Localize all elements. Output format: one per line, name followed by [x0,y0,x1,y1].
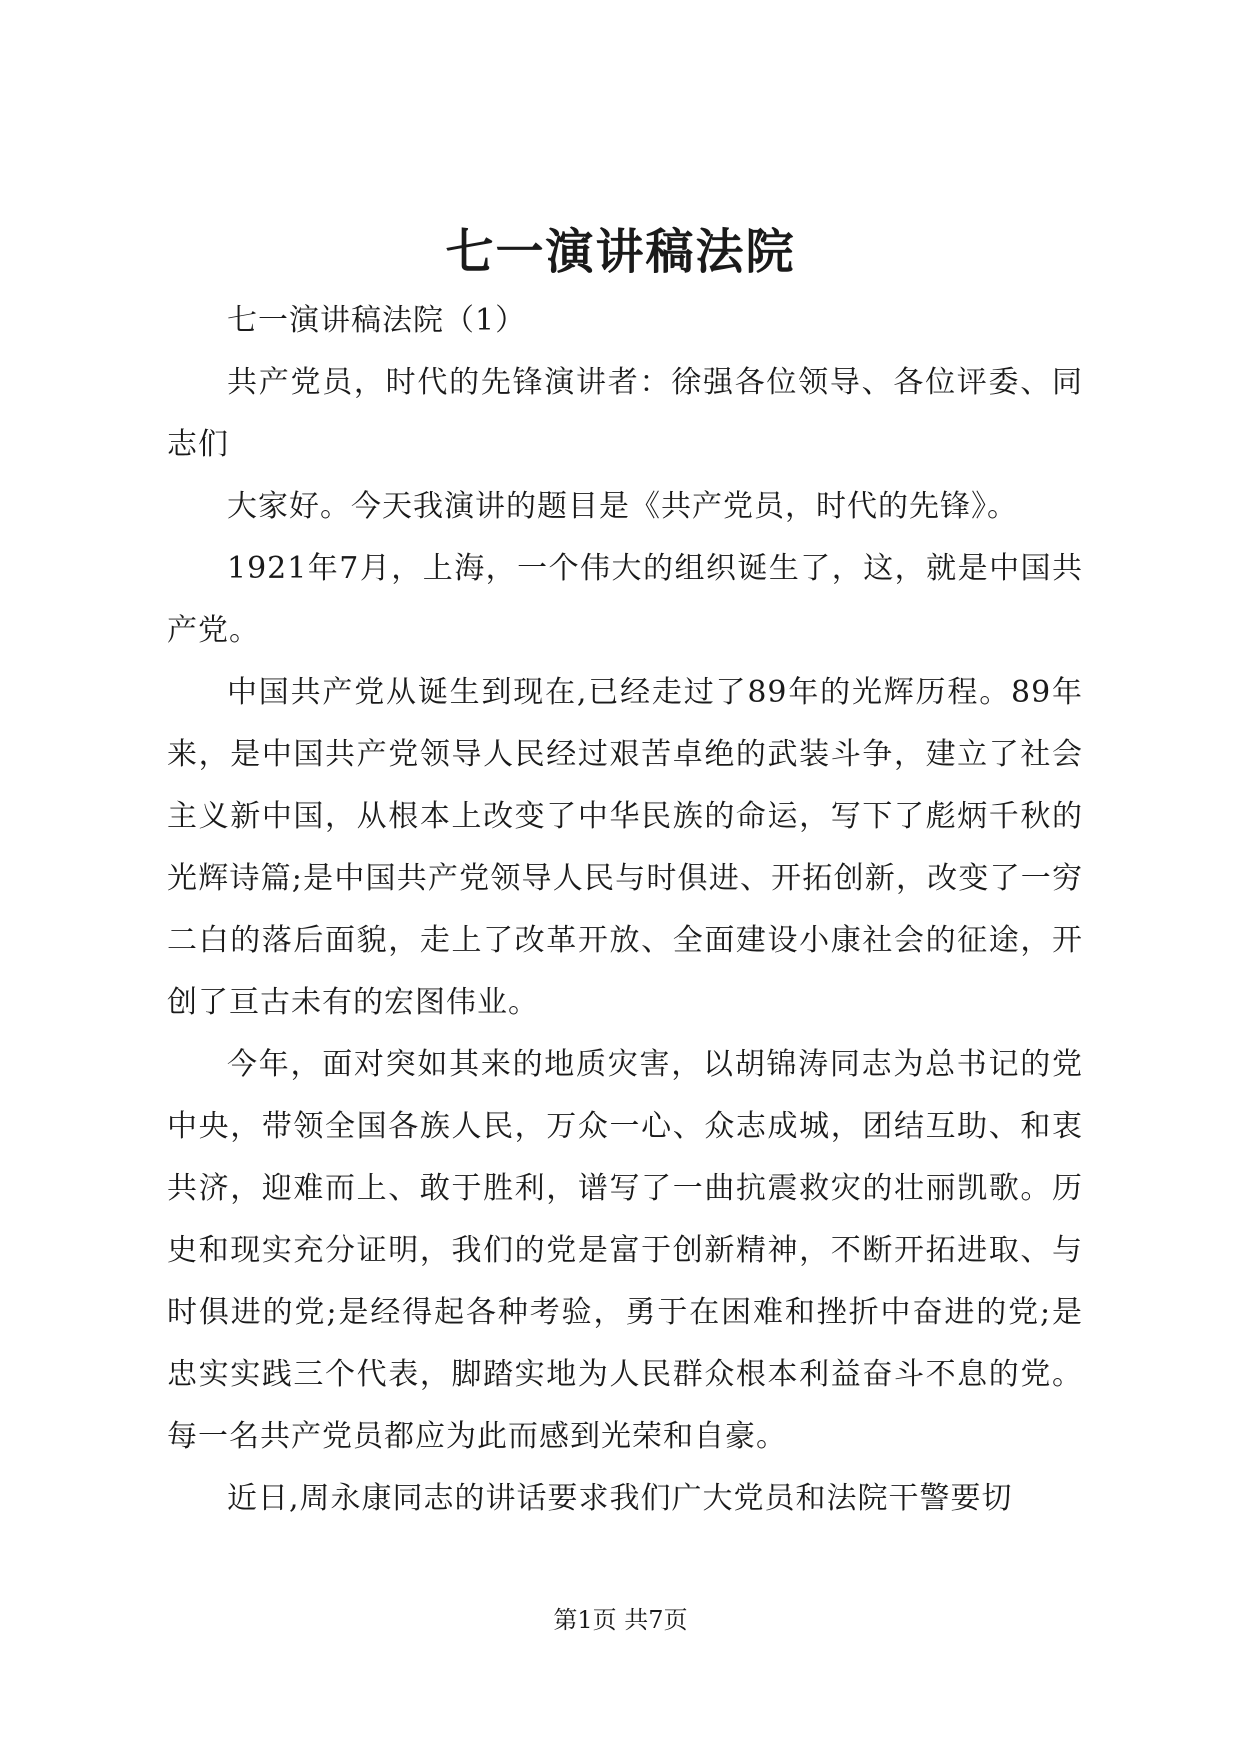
paragraph-speaker: 共产党员，时代的先锋演讲者：徐强各位领导、各位评委、同志们 [167,365,1083,462]
paragraph-greeting: 大家好。今天我演讲的题目是《共产党员，时代的先锋》。 [227,489,1018,524]
document-body [167,290,1083,1530]
document-title: 七一演讲稿法院 [445,224,796,280]
paragraph-founding: 1921年7月，上海，一个伟大的组织诞生了，这，就是中国共产党。 [167,551,1083,648]
page-number-footer: 第1页 共7页 [553,1606,688,1634]
paragraph-recent: 近日,周永康同志的讲话要求我们广大党员和法院干警要切 [227,1481,1013,1516]
paragraph-this-year: 今年，面对突如其来的地质灾害，以胡锦涛同志为总书记的党中央，带领全国各族人民，万众一心、众志成城，团结互助、和衷共济，迎难而上、敢于胜利，谱写了一曲抗震救灾的壮丽凯歌。历史和现实充分证明，我们的党是富于创新精神，不断开拓进取、与时俱进的党;是经得起各种考验，勇于在困难和挫折中奋进的党;是忠实实践三个代表，脚踏实地为人民群众根本利益奋斗不息的党。每一名共产党员都应为此而感到光荣和自豪。 [167,1047,1083,1454]
paragraph-subtitle: 七一演讲稿法院（1） [227,303,527,338]
paragraph-history: 中国共产党从诞生到现在,已经走过了89年的光辉历程。89年来，是中国共产党领导人民经过艰苦卓绝的武装斗争，建立了社会主义新中国，从根本上改变了中华民族的命运，写下了彪炳千秋的光辉诗篇;是中国共产党领导人民与时俱进、开拓创新，改变了一穷二白的落后面貌，走上了改革开放、全面建设小康社会的征途，开创了亘古未有的宏图伟业。 [167,675,1083,1020]
